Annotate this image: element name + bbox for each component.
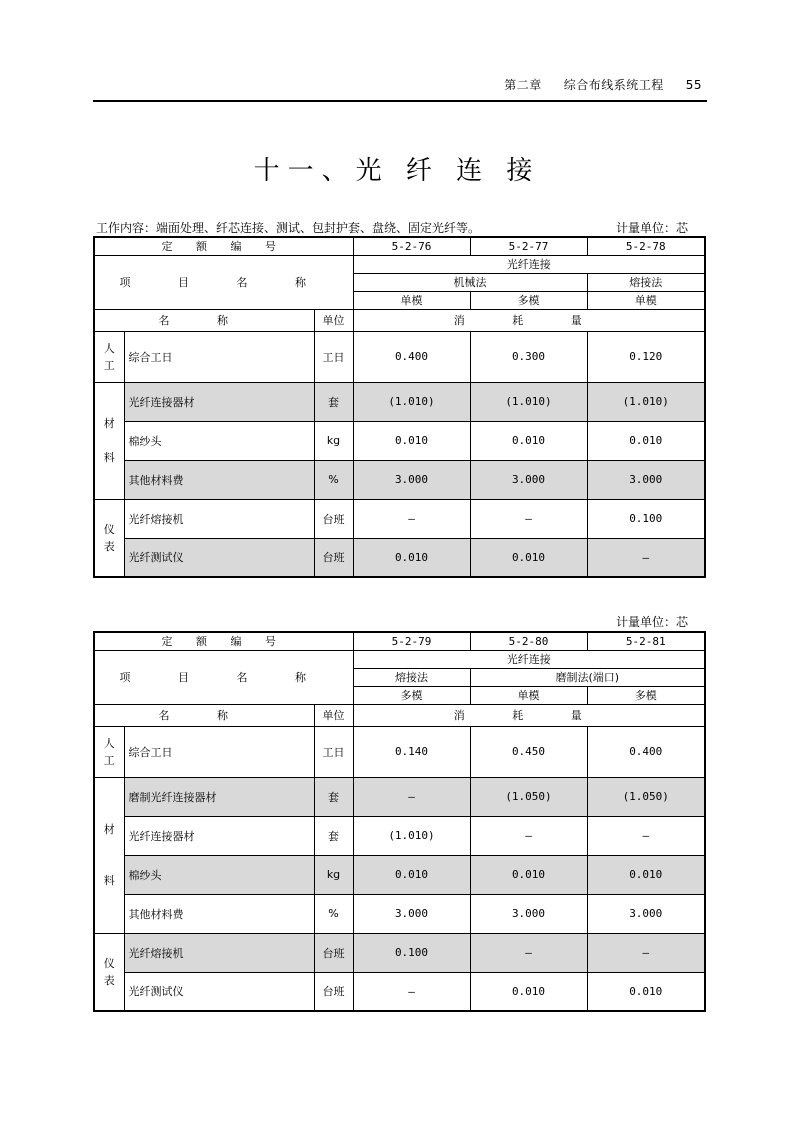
row-unit: kg xyxy=(314,421,353,460)
row-value: 0.100 xyxy=(353,933,470,972)
row-value: — xyxy=(470,816,587,855)
row-value: — xyxy=(470,499,587,538)
consumption-header: 消 耗 量 xyxy=(353,309,705,331)
row-name: 光纤连接器材 xyxy=(124,816,314,855)
row-value: 3.000 xyxy=(587,894,705,933)
row-value: (1.050) xyxy=(470,777,587,816)
row-value: — xyxy=(353,777,470,816)
name-column-header: 名 称 xyxy=(94,309,314,331)
row-value: 0.400 xyxy=(353,331,470,382)
row-unit: 工日 xyxy=(314,726,353,777)
row-value: 0.010 xyxy=(587,972,705,1011)
row-name: 棉纱头 xyxy=(124,855,314,894)
row-value: — xyxy=(353,499,470,538)
method-heading: 磨制法(端口) xyxy=(470,668,705,686)
row-value: — xyxy=(587,933,705,972)
chapter-title: 综合布线系统工程 xyxy=(563,78,664,92)
method-heading: 机械法 xyxy=(353,273,587,291)
chapter-number: 第二章 xyxy=(504,78,542,92)
row-unit: 台班 xyxy=(314,538,353,577)
quota-table-1 xyxy=(93,236,706,578)
row-value: (1.050) xyxy=(587,777,705,816)
group-heading: 光纤连接 xyxy=(353,255,705,273)
row-value: (1.010) xyxy=(353,816,470,855)
row-value: 0.120 xyxy=(587,331,705,382)
name-column-header: 名 称 xyxy=(94,704,314,726)
row-value: 0.400 xyxy=(587,726,705,777)
category-instrument: 仪 表 xyxy=(94,933,124,1011)
consumption-header: 消 耗 量 xyxy=(353,704,705,726)
row-value: 0.010 xyxy=(587,855,705,894)
row-value: 0.450 xyxy=(470,726,587,777)
row-value: 0.010 xyxy=(353,855,470,894)
quota-code: 5-2-76 xyxy=(353,237,470,255)
row-unit: % xyxy=(314,460,353,499)
row-value: 3.000 xyxy=(353,894,470,933)
mode-heading: 单模 xyxy=(470,686,587,704)
quota-code: 5-2-77 xyxy=(470,237,587,255)
row-value: — xyxy=(353,972,470,1011)
row-unit: 台班 xyxy=(314,933,353,972)
category-material: 材 料 xyxy=(94,382,124,499)
unit-column-header: 单位 xyxy=(314,309,353,331)
row-name: 光纤连接器材 xyxy=(124,382,314,421)
mode-heading: 单模 xyxy=(587,291,705,309)
row-value: 0.010 xyxy=(470,538,587,577)
row-name: 光纤测试仪 xyxy=(124,538,314,577)
mode-heading: 多模 xyxy=(353,686,470,704)
mode-heading: 单模 xyxy=(353,291,470,309)
row-name: 综合工日 xyxy=(124,726,314,777)
quota-table-2 xyxy=(93,631,706,1012)
row-value: (1.010) xyxy=(470,382,587,421)
row-name: 其他材料费 xyxy=(124,460,314,499)
row-value: (1.010) xyxy=(587,382,705,421)
method-heading: 熔接法 xyxy=(353,668,470,686)
category-instrument: 仪 表 xyxy=(94,499,124,577)
row-value: 0.010 xyxy=(353,421,470,460)
row-unit: 台班 xyxy=(314,972,353,1011)
row-value: 0.140 xyxy=(353,726,470,777)
row-value: 0.300 xyxy=(470,331,587,382)
row-value: 3.000 xyxy=(470,894,587,933)
row-unit: 台班 xyxy=(314,499,353,538)
row-value: 0.010 xyxy=(470,972,587,1011)
row-name: 磨制光纤连接器材 xyxy=(124,777,314,816)
row-name: 光纤熔接机 xyxy=(124,933,314,972)
measurement-unit-1: 计量单位：芯 xyxy=(615,221,688,235)
group-heading: 光纤连接 xyxy=(353,650,705,668)
row-unit: 套 xyxy=(314,382,353,421)
item-name-label: 项 目 名 称 xyxy=(94,255,353,309)
row-name: 棉纱头 xyxy=(124,421,314,460)
category-labor: 人 工 xyxy=(94,726,124,777)
row-value: 0.100 xyxy=(587,499,705,538)
row-name: 综合工日 xyxy=(124,331,314,382)
measurement-unit-2: 计量单位：芯 xyxy=(615,615,688,629)
row-value: 0.010 xyxy=(587,421,705,460)
row-value: 3.000 xyxy=(587,460,705,499)
row-value: 0.010 xyxy=(470,421,587,460)
row-value: (1.010) xyxy=(353,382,470,421)
row-name: 其他材料费 xyxy=(124,894,314,933)
row-value: 0.010 xyxy=(470,855,587,894)
quota-no-label: 定 额 编 号 xyxy=(94,237,353,255)
quota-no-label: 定 额 编 号 xyxy=(94,632,353,650)
unit-column-header: 单位 xyxy=(314,704,353,726)
mode-heading: 多模 xyxy=(470,291,587,309)
row-value: 3.000 xyxy=(470,460,587,499)
page-number: 55 xyxy=(685,78,702,92)
quota-code: 5-2-80 xyxy=(470,632,587,650)
header-rule xyxy=(93,100,707,102)
row-value: 0.010 xyxy=(353,538,470,577)
category-material: 材 料 xyxy=(94,777,124,933)
mode-heading: 多模 xyxy=(587,686,705,704)
work-content: 工作内容：端面处理、纤芯连接、测试、包封护套、盘绕、固定光纤等。 xyxy=(96,221,481,235)
row-value: 3.000 xyxy=(353,460,470,499)
section-title: 十一、光 纤 连 接 xyxy=(253,156,541,186)
row-name: 光纤熔接机 xyxy=(124,499,314,538)
item-name-label: 项 目 名 称 xyxy=(94,650,353,704)
row-name: 光纤测试仪 xyxy=(124,972,314,1011)
quota-code: 5-2-79 xyxy=(353,632,470,650)
row-value: — xyxy=(587,816,705,855)
row-unit: 套 xyxy=(314,816,353,855)
category-labor: 人 工 xyxy=(94,331,124,382)
method-heading: 熔接法 xyxy=(587,273,705,291)
row-unit: 工日 xyxy=(314,331,353,382)
row-value: — xyxy=(587,538,705,577)
quota-code: 5-2-81 xyxy=(587,632,705,650)
running-header xyxy=(482,76,702,93)
row-unit: kg xyxy=(314,855,353,894)
quota-code: 5-2-78 xyxy=(587,237,705,255)
row-unit: % xyxy=(314,894,353,933)
row-unit: 套 xyxy=(314,777,353,816)
row-value: — xyxy=(470,933,587,972)
